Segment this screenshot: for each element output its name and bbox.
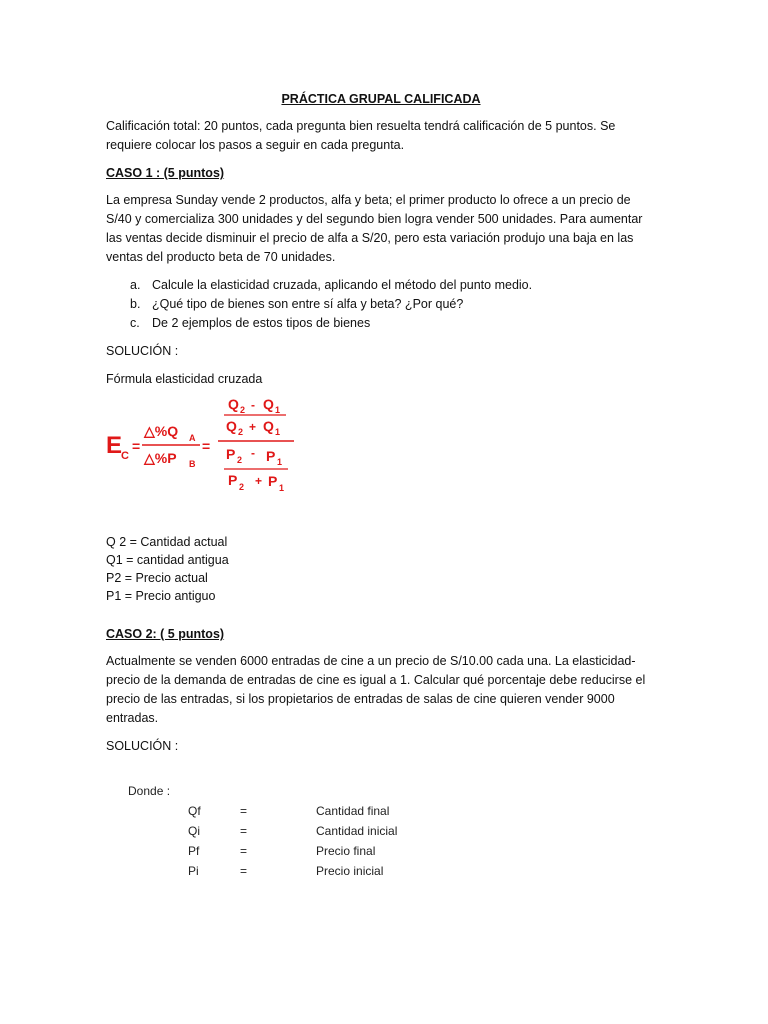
formula-delta-qa-sub: A [189, 433, 196, 443]
formula-minus-p: - [251, 446, 255, 460]
list-item-text: Calcule la elasticidad cruzada, aplicando el método del punto medio. [152, 278, 533, 292]
formula-p1b: P [268, 473, 278, 489]
list-marker: c. [130, 316, 140, 330]
donde-description: Precio final [316, 844, 376, 858]
donde-symbol: Qi [188, 824, 200, 838]
variable-definitions [106, 533, 656, 605]
donde-description: Precio inicial [316, 864, 384, 878]
donde-equals: = [240, 804, 248, 818]
definition-line: P2 = Precio actual [106, 571, 208, 585]
formula-p2: P [226, 446, 236, 462]
list-item [130, 314, 656, 333]
donde-symbol: Pf [188, 844, 200, 858]
caso2-heading: CASO 2: ( 5 puntos) [106, 627, 225, 641]
cross-elasticity-formula [106, 393, 656, 493]
table-row [106, 822, 656, 842]
formula-graphic [106, 393, 306, 497]
formula-delta-pb: △%P [144, 450, 177, 466]
formula-e: E [106, 432, 123, 459]
definition-line: P1 = Precio antiguo [106, 589, 216, 603]
document-title: PRÁCTICA GRUPAL CALIFICADA [281, 92, 481, 106]
document-page [106, 90, 656, 882]
caso1-solution-label: SOLUCIÓN : [106, 344, 179, 358]
list-marker: a. [130, 278, 141, 292]
intro-paragraph: Calificación total: 20 puntos, cada pregunta bien resuelta tendrá calificación de 5 puntos. Se requiere colocar los pasos a seguir en cada pregunta. [106, 119, 616, 152]
donde-description: Cantidad inicial [316, 824, 398, 838]
formula-e-sub: C [121, 450, 129, 462]
definition-line: Q1 = cantidad antigua [106, 553, 229, 567]
list-item-text: ¿Qué tipo de bienes son entre sí alfa y beta? ¿Por qué? [152, 297, 464, 311]
formula-p2b-sub: 2 [239, 482, 245, 492]
donde-description: Cantidad final [316, 804, 390, 818]
formula-p1b-sub: 1 [279, 483, 285, 493]
definition-line: Q 2 = Cantidad actual [106, 535, 228, 549]
caso1-paragraph: La empresa Sunday vende 2 productos, alfa y beta; el primer producto lo ofrece a un precio de S/40 y comercializa 300 unidades y del segundo bien logra vender 500 unidades. Para aumentar las ventas decide disminuir el precio de alfa a S/20, pero esta variación produjo una baja en las ventas del producto beta de 70 unidades. [106, 193, 643, 264]
donde-equals: = [240, 844, 248, 858]
donde-label: Donde : [128, 784, 171, 798]
table-row [106, 862, 656, 882]
formula-q1: Q [263, 396, 274, 412]
formula-plus-p: + [255, 474, 263, 488]
formula-minus-q: - [251, 398, 255, 412]
table-row [106, 802, 656, 822]
caso1-heading: CASO 1 : (5 puntos) [106, 166, 225, 180]
formula-q1-sub: 1 [275, 405, 281, 415]
list-item-text: De 2 ejemplos de estos tipos de bienes [152, 316, 371, 330]
formula-p2b: P [228, 472, 238, 488]
formula-q2b-sub: 2 [238, 427, 244, 437]
list-marker: b. [130, 297, 141, 311]
formula-delta-qa: △%Q [144, 423, 179, 439]
caso2-solution-label: SOLUCIÓN : [106, 739, 179, 753]
donde-symbol: Qf [188, 804, 201, 818]
formula-q2-sub: 2 [240, 405, 246, 415]
donde-symbol: Pi [188, 864, 199, 878]
table-row [106, 842, 656, 862]
formula-delta-pb-sub: B [189, 459, 196, 469]
formula-label: Fórmula elasticidad cruzada [106, 372, 263, 386]
formula-q2b: Q [226, 418, 237, 434]
formula-q1b: Q [263, 418, 274, 434]
donde-equals: = [240, 824, 248, 838]
formula-q1b-sub: 1 [275, 427, 281, 437]
formula-equals-2: = [202, 438, 211, 454]
list-item [130, 276, 656, 295]
caso1-question-list [106, 276, 656, 333]
formula-equals-1: = [132, 438, 141, 454]
section-spacer [106, 605, 656, 625]
formula-p1-sub: 1 [277, 457, 283, 467]
formula-p1: P [266, 448, 276, 464]
donde-equals: = [240, 864, 248, 878]
caso2-paragraph: Actualmente se venden 6000 entradas de cine a un precio de S/10.00 cada una. La elasticidad-precio de la demanda de entradas de cine es igual a 1. Calcular qué porcentaje debe reducirse el precio de las entradas, si los propietarios de entradas de salas de cine quieren vender 9000 entradas. [106, 654, 646, 725]
donde-table [106, 782, 656, 882]
formula-plus-q: + [249, 420, 257, 434]
formula-p2-sub: 2 [237, 455, 243, 465]
formula-q2: Q [228, 396, 239, 412]
list-item [130, 295, 656, 314]
